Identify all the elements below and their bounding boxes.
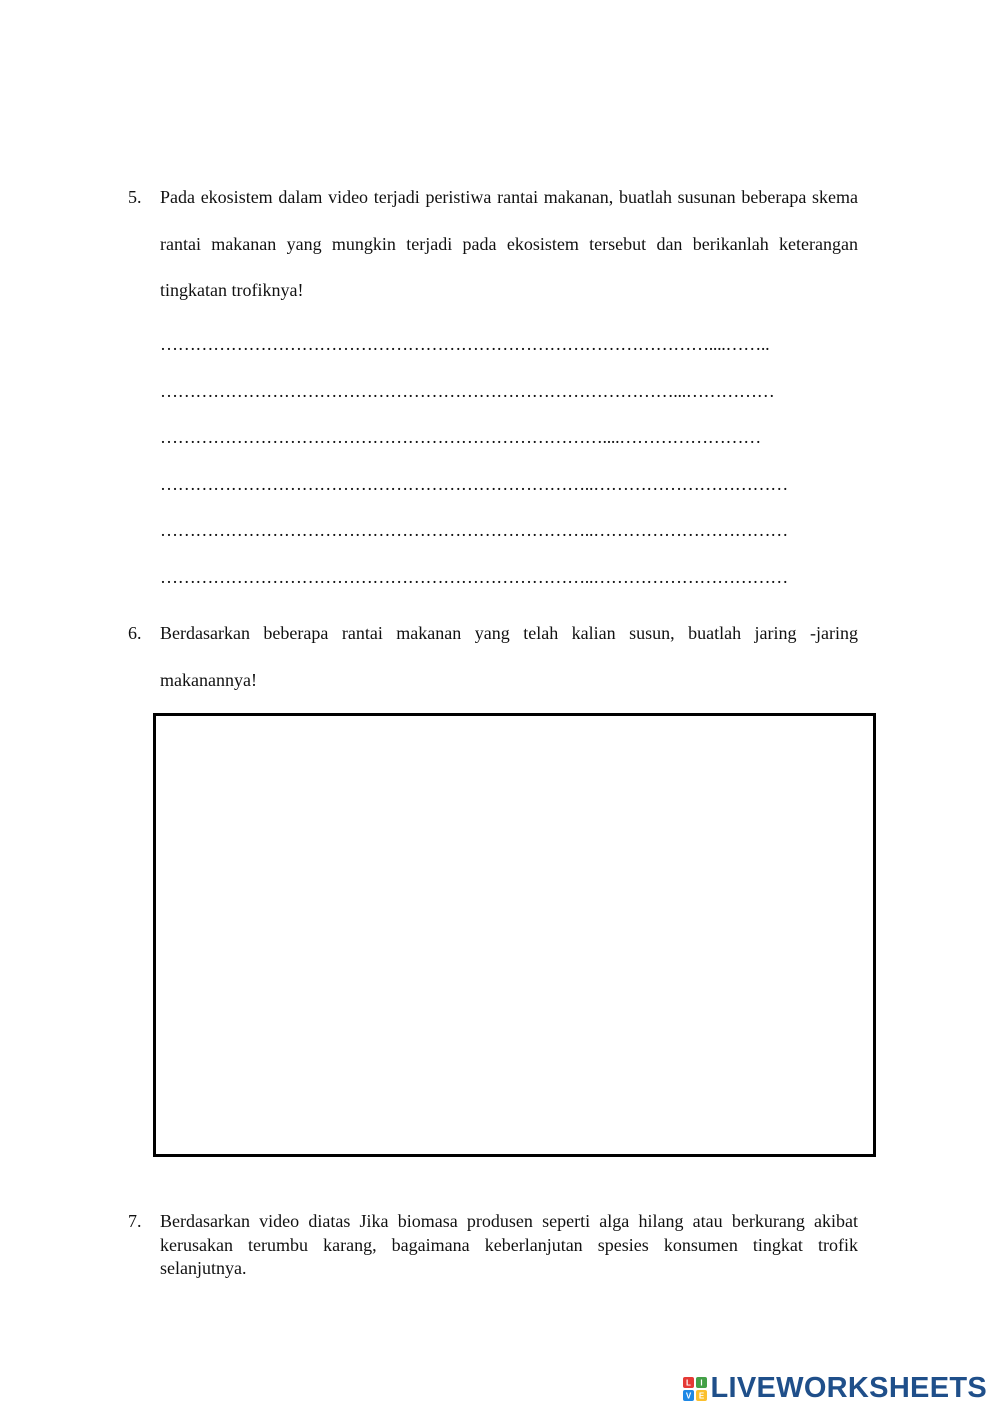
svg-text:I: I: [699, 1378, 703, 1387]
answer-line[interactable]: …………………………………………………………………………………....……..: [160, 334, 770, 354]
question-6: [128, 623, 858, 704]
svg-text:E: E: [698, 1391, 704, 1400]
question-5: [128, 187, 858, 314]
question-number: 5.: [128, 187, 142, 207]
question-text: Berdasarkan video diatas Jika biomasa produsen seperti alga hilang atau berkurang akibat kerusakan terumbu karang, bagaimana keberlanjutan spesies konsumen tingkat trofik selanjutnya.: [160, 1211, 858, 1278]
answer-line[interactable]: …………………………………………………………………....……………………: [160, 427, 761, 447]
answer-lines[interactable]: [160, 330, 860, 609]
svg-text:V: V: [685, 1391, 691, 1400]
question-number: 6.: [128, 623, 142, 643]
question-text: Berdasarkan beberapa rantai makanan yang telah kalian susun, buatlah jaring -jaring makanannya!: [160, 623, 858, 690]
question-number: 7.: [128, 1211, 142, 1231]
brand-name: LIVEWORKSHEETS: [710, 1372, 987, 1404]
answer-line[interactable]: ………………………………………………………………..……………………………: [160, 520, 788, 540]
liveworksheets-logo-icon: [683, 1377, 707, 1401]
liveworksheets-brand: [683, 1372, 988, 1405]
question-7: [128, 1211, 858, 1281]
answer-line[interactable]: ………………………………………………………………..……………………………: [160, 566, 788, 587]
food-web-answer-box[interactable]: [153, 713, 876, 1157]
answer-line[interactable]: ……………………………………………………………………………...……………: [160, 380, 775, 401]
answer-line[interactable]: ………………………………………………………………..……………………………: [160, 473, 788, 494]
svg-text:L: L: [685, 1378, 691, 1387]
question-text: Pada ekosistem dalam video terjadi peristiwa rantai makanan, buatlah susunan beberapa skema rantai makanan yang mungkin terjadi pada ekosistem tersebut dan berikanlah keterangan tingkatan trofiknya!: [160, 187, 858, 300]
